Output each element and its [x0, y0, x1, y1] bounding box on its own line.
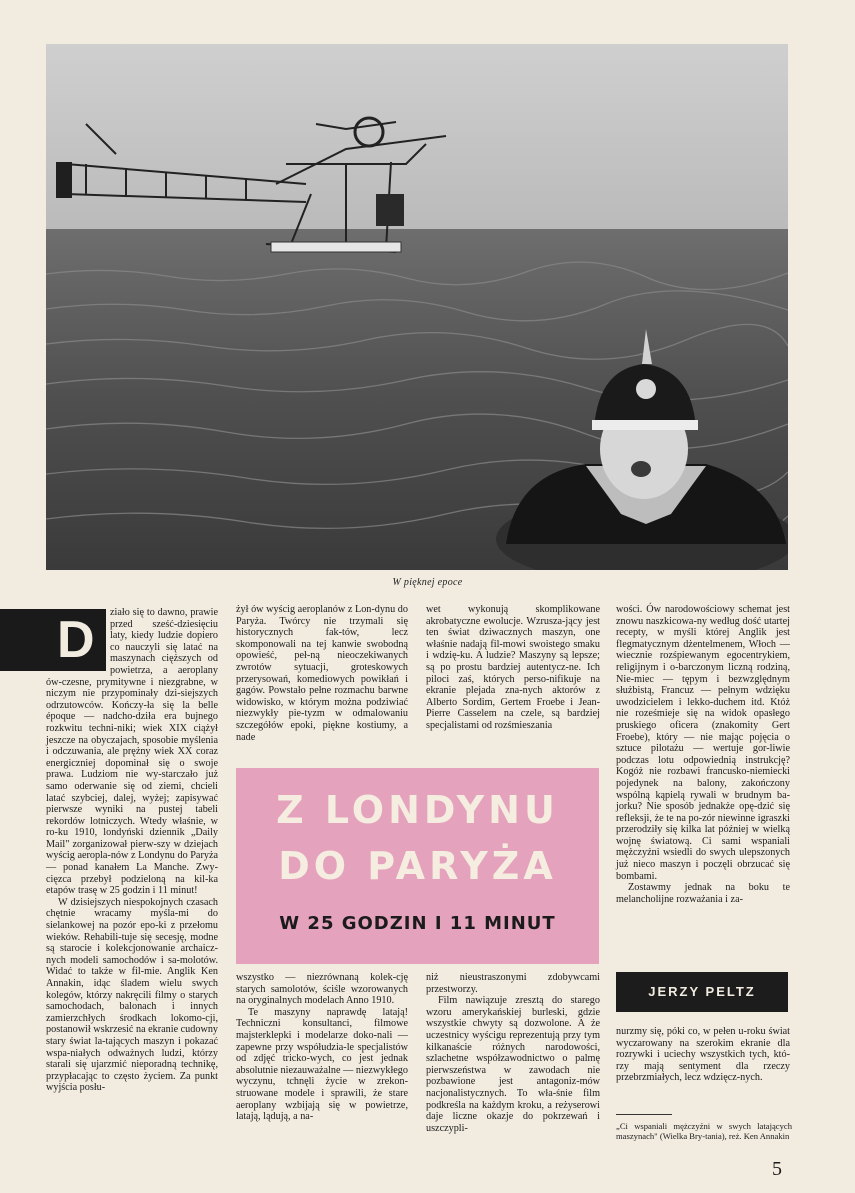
- col2-bottom-para-1: wszystko — niezrównaną kolek-cję starych samolotów, ściśle wzorowanych na oryginalnych modelach Anno 1910.: [236, 972, 408, 1007]
- column-2-bottom: [236, 972, 408, 1123]
- col4-bottom-text: nurzmy się, póki co, w pełen u-roku świat wyczarowany na szerokim ekranie dla rozrywki i uciechy wszystkich tych, któ-rzy mają sentyment dla rzeczy przebrzmiałych, lecz wdzięcz-nych.: [616, 1026, 790, 1084]
- col1-para-1: ziało się to dawno, prawie przed sześć-dziesięciu laty, kiedy ludzie dopiero co nauczyli się latać na maszynach cięższych od powietrza, a aeroplany ów-czesne, prymitywne i niezgrabne, w niczym nie przypominały dzi-siejszych odrzutowców. Kończy-ła się la belle époque — nadcho-dziła era bujnego rozkwitu techni-niki; wiek XIX ciążył jeszcze na obyczajach, sposobie myślenia i odczuwania, ale prężny wiek XX coraz energiczniej dopominał się o swoje prawa. Ludziom nie wy-starczało już samo oderwanie się od ziemi, chcieli latać szybciej, dalej, wyżej; zapisywać pierwsze wyniki na pustej tabeli rekordów lotniczych. Wtedy właśnie, w ro-ku 1910, londyński dziennik „Daily Mail" zorganizował pierw-szy w dziejach wyścig aeropla-nów z Londynu do Paryża — ponad kanałem La Manche. Zwy-cięzca przebył podzieloną na kil-ka etapów trasę w 25 godzin i 11 minut!: [46, 607, 218, 897]
- footnote-rule: [616, 1114, 672, 1115]
- column-1-text: [46, 607, 218, 1094]
- col3-bottom-para-1: niż nieustraszonymi zdobywcami przestworzy.: [426, 972, 600, 995]
- column-2-top: [236, 604, 408, 743]
- headline-box: [236, 768, 599, 964]
- col4-para-1: wości. Ów narodowościowy schemat jest znowu naszkicowa-ny według dość utartej recepty, w myśli której Anglik jest flegmatycznym dżentelmenem, Włoch — wiecznie rozśpiewanym egocentrykiem, religijnym i o-barczonym liczną rodziną, Nie-miec — tępym i bezwzględnym służbistą, Francuz — pełnym wdzięku uwodzicielem i lekko-duchem itd. Któż nie roześmieje się na widok opasłego pruskiego oficera (znakomity Gert Froebe), który — nie mając pojęcia o sztuce pilotażu — wertuje gor-liwie podczas lotu odpowiednią instrukcję? Kogóż nie rozbawi francusko-niemiecki pojedynek na balony, zakończony wspólną kąpielą rywali w brudnym ba-jorku? Nie sposób jednakże opę-dzić się refleksji, że te na po-zór niewinne igraszki przerodziły się kilka lat później w wielką wojnę światową. Ci sami wspaniali mężczyźni wsiedli do swych ulepszonych już nieco maszyn i poczęli obrzucać się bombami.: [616, 604, 790, 882]
- author-box: JERZY PELTZ: [616, 972, 788, 1012]
- film-still-photo: [46, 44, 788, 570]
- column-4-top: [616, 604, 790, 905]
- col3-top-text: wet wykonują skomplikowane akrobatyczne ewolucje. Wzrusza-jący jest ten świat dziwacznych maszyn, one właśnie nadają fil-mowi swoistego smaku i wdzię-ku. A ludzie? Maszyny są lepsze; są po prostu bardziej autentycz-ne. Ich piloci zaś, których perso-nifikuje na ekranie plejada zna-nych aktorów z Alberto Sordim, Gertem Froebe i Jean-Pierre Casselem na czele, są bardziej specjalistami od rozśmieszania: [426, 604, 600, 731]
- col4-para-2: Zostawmy jednak na boku te melancholijne rozważania i za-: [616, 882, 790, 905]
- photo-caption: W pięknej epoce: [392, 577, 463, 588]
- col1-para-2: W dzisiejszych niespokojnych czasach chętnie wracamy myśla-mi do sielankowej na pozór epo-ki z przełomu wieków. Rehabili-tuje się secesję, modne są starocie i kolekcjonowanie archaicz-nych modeli samochodów i sa-molotów. Widać to także w fil-mie. Anglik Ken Annakin, idąc śladem wielu swych kolegów, którzy nakręcili filmy o starych samochodach, balonach i innych zamierzchłych środkach lokomo-cji, postanowił wskrzesić na ekranie cudowny stary świat la-tających maszyn i pokazać wspa-niałych odważnych ludzi, którzy starali się ujarzmić nieporadną technikę, przypłacając to często życiem. Za punkt wyjścia posłu-: [46, 896, 219, 1094]
- dropcap-spacer: [46, 607, 110, 669]
- col2-bottom-para-2: Te maszyny naprawdę latają! Techniczni konsultanci, filmowe majsterklepki i modelarze doko-nali — zapewne przy współudzia-le specjalistów od zdjęć tricko-wych, co jest jednak absolutnie niezauważalne — niezwykłego wyczynu, tchnęli życie w zrekon-struowane modele i sprawili, że stare aeroplany wzbijają się w powietrze, latają, lądują, a na-: [236, 1006, 408, 1123]
- column-4-bottom: [616, 1026, 790, 1084]
- col3-bottom-para-2: Film nawiązuje zresztą do starego wzoru amerykańskiej burleski, gdzie wszystkie chwyty są dozwolone. A że uczestnicy wyścigu reprezentują przy tym kilkanaście różnych narodowości, szlachetne współzawodnictwo o palmę pierwszeństwa w zawodach nie pozbawione jest antagoniz-mów nacjonalistycznych. To wła-śnie film podkreśla na każdym kroku, a reżyserowi daje liczne okazje do pokrzewań i uszczypli-: [426, 995, 600, 1134]
- headline-line-1: Z LONDYNU: [276, 788, 559, 832]
- page-number: 5: [772, 1158, 782, 1180]
- headline-line-2: DO PARYŻA: [278, 844, 557, 888]
- column-3-bottom: [426, 972, 600, 1134]
- drop-cap-letter: D: [57, 611, 95, 669]
- col2-top-text: żył ów wyścig aeroplanów z Lon-dynu do Paryża. Twórcy nie trzymali się historycznych fak-tów, lecz skomponowali na tej kanwie swobodną opowieść, peł-ną nieoczekiwanych zwrotów sytuacji, groteskowych przerysowań, komediowych powikłań i gagów. Powstało pełne rozmachu barwne widowisko, w którym można podziwiać niezwykły pie-tyzm w odmalowaniu szczegółów epoki, piękne kostiumy, a nade: [236, 604, 408, 743]
- headline-subtitle: W 25 GODZIN I 11 MINUT: [279, 913, 556, 934]
- sea-biplane-illustration: [46, 44, 788, 570]
- footnote: „Ci wspaniali mężczyźni w swych latających maszynach" (Wielka Bry-tania), reż. Ken Annakin: [616, 1121, 792, 1141]
- column-3-top: [426, 604, 600, 732]
